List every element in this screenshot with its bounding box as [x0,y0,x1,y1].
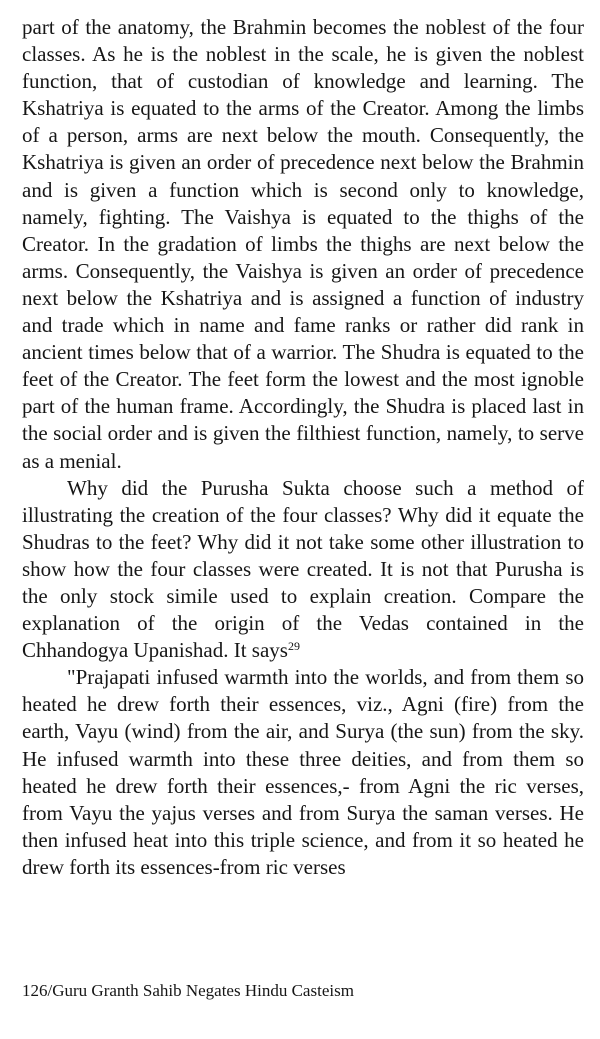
paragraph-text: Why did the Purusha Sukta choose such a method of illustrating the creation of the four classes? Why did it equate the Shudras to the feet? Why did it not take some other illustration to show how the four classes were created. It is not that Purusha is the only stock simile used to explain creation. Compare the explanation of the origin of the Vedas contained in the Chhandogya Upanishad. It says [22,475,584,663]
paragraph-quotation: "Prajapati infused warmth into the worlds, and from them so heated he drew forth their essences, viz., Agni (fire) from the earth, Vayu (wind) from the air, and Surya (the sun) from the sky. He infused warmth into these three deities, and from them so heated he drew forth their essences,- from Agni the ric verses, from Vayu the yajus verses and from Surya the saman verses. He then infused heat into this triple science, and from it so heated he drew forth its essences-from ric verses [22,665,584,879]
paragraph-continuation: part of the anatomy, the Brahmin becomes the noblest of the four classes. As he is the noblest in the scale, he is given the noblest function, that of custodian of knowledge and learning. The Kshatriya is equated to the arms of the Creator. Among the limbs of a person, arms are next below the mouth. Consequently, the Kshatriya is given an order of precedence next below the Brahmin and is given a function which is second only to knowledge, namely, fighting. The Vaishya is equated to the thighs of the Creator. In the gradation of limbs the thighs are next below the arms. Consequently, the Vaishya is given an order of precedence next below the Kshatriya and is assigned a function of industry and trade which in name and fame ranks or rather did rank in ancient times below that of a warrior. The Shudra is equated to the feet of the Creator. The feet form the lowest and the most ignoble part of the human frame. Accordingly, the Shudra is placed last in the social order and is given the filthiest function, namely, to serve as a menial. [22,15,584,473]
page-footer: 126/Guru Granth Sahib Negates Hindu Casteism [22,981,354,1000]
footnote-marker: 29 [287,639,300,654]
paragraph-purusha-question [22,475,584,665]
page-body [22,14,584,881]
